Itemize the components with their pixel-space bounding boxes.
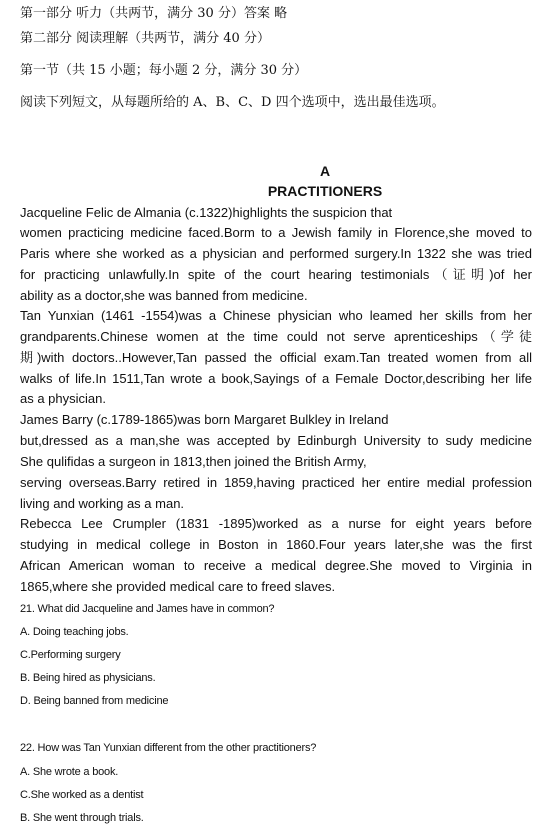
question-21-option-b: B. Being hired as physicians. — [20, 672, 156, 684]
subsection-heading: 第一节（共 15 小题；每小题 2 分，满分 30 分） — [20, 63, 308, 78]
section-heading-reading: 第二部分 阅读理解（共两节，满分 40 分） — [20, 31, 270, 46]
question-22-option-a: A. She wrote a book. — [20, 766, 119, 778]
instruction-text: 阅读下列短文，从每题所给的 A、B、C、D 四个选项中，选出最佳选项。 — [20, 95, 445, 110]
passage-line: 1865,where she provided medical care to freed slaves. — [20, 579, 336, 594]
question-22-option-b: B. She went through trials. — [20, 812, 144, 824]
passage-label: A — [319, 163, 331, 179]
section-heading-listening: 第一部分 听力（共两节，满分 30 分）答案 略 — [20, 6, 288, 21]
passage-line: Tan Yunxian (1461 -1554)was a Chinese physician who leamed her skills from her — [20, 308, 532, 323]
passage-line: women practicing medicine faced.Borm to a Jewish family in Florence,she moved to — [20, 225, 532, 240]
passage-line: living and working as a man. — [20, 496, 185, 511]
passage-line: studying in medical college in Boston in 1860.Four years later,she was the first — [20, 537, 532, 552]
passage-line: 期)with doctors..However,Tan passed the official exam.Tan treated women from all — [20, 350, 532, 365]
passage-line: Rebecca Lee Crumpler (1831 -1895)worked as a nurse for eight years before — [20, 516, 532, 531]
passage-line: Jacqueline Felic de Almania (c.1322)highlights the suspicion that — [20, 205, 393, 220]
passage-line: but,dressed as a man,she was accepted by Edinburgh University to sudy medicine — [20, 433, 532, 448]
question-21-option-d: D. Being banned from medicine — [20, 695, 169, 707]
question-22-option-c: C.She worked as a dentist — [20, 789, 144, 801]
passage-title: PRACTITIONERS — [267, 183, 383, 199]
passage-line: ability as a doctor,she was banned from medicine. — [20, 288, 308, 303]
question-21-option-a: A. Doing teaching jobs. — [20, 626, 129, 638]
passage-line: as a physician. — [20, 391, 106, 406]
question-21-stem: 21. What did Jacqueline and James have in common? — [20, 603, 275, 615]
passage-line: African American woman to receive a medical degree.She moved to Virginia in — [20, 558, 532, 573]
question-22-stem: 22. How was Tan Yunxian different from the other practitioners? — [20, 742, 317, 754]
passage-line: for practicing unlawfully.In spite of the court hearing testimonials（证明)of her — [20, 267, 532, 282]
question-21-option-c: C.Performing surgery — [20, 649, 121, 661]
passage-line: walks of life.In 1511,Tan wrote a book,Sayings of a Female Doctor,describing her life — [20, 371, 532, 386]
passage-line: Paris where she worked as a physician and performed surgery.In 1322 she was tried — [20, 246, 532, 261]
passage-line: serving overseas.Barry retired in 1859,having practiced her entire medial profession — [20, 475, 532, 490]
passage-line: grandparents.Chinese women at the time could not serve aprenticeships（学徒 — [20, 329, 532, 344]
passage-line: She qulifidas a surgeon in 1813,then joined the British Army, — [20, 454, 367, 469]
passage-line: James Barry (c.1789-1865)was born Margaret Bulkley in Ireland — [20, 412, 389, 427]
